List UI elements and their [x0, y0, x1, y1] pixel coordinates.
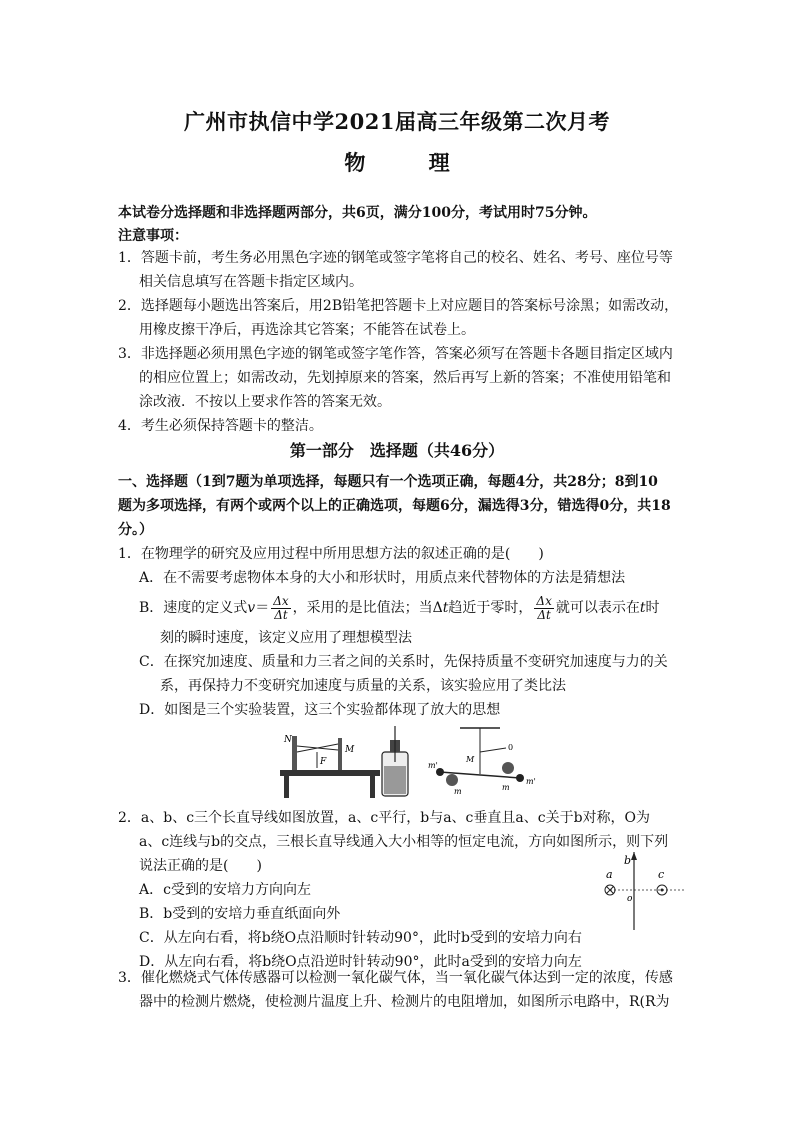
- subject-title: 物 理: [344, 150, 478, 175]
- q1-option-d: D．如图是三个实验装置，这三个实验都体现了放大的思想: [139, 702, 501, 718]
- note-1-line-1: 1．答题卡前，考生务必用黑色字迹的钢笔或签字笔将自己的校名、姓名、考号、座位号等: [118, 250, 673, 266]
- part1-instruction-2: 题为多项选择，有两个或两个以上的正确选项，每题6分，漏选得3分，错选得0分，共18: [118, 498, 671, 514]
- fraction-denominator: Δt: [537, 607, 551, 622]
- q2-stem-2: a、c连线与b的交点，三根长直导线通入大小相等的恒定电流，方向如图所示，则下列: [139, 834, 669, 850]
- wires-figure: [596, 846, 696, 934]
- table-leg-left: [284, 776, 289, 798]
- label-b: b: [624, 854, 632, 867]
- q3-stem-1: 3．催化燃烧式气体传感器可以检测一氧化碳气体，当一氧化碳气体达到一定的浓度，传感: [118, 970, 673, 986]
- label-c: c: [658, 868, 665, 881]
- notice-heading: 注意事项：: [118, 228, 188, 244]
- q2-option-d: D．从左向右看，将b绕O点沿逆时针转动90°，此时a受到的安培力向左: [139, 954, 582, 970]
- exam-summary: 本试卷分选择题和非选择题两部分，共6页，满分100分，考试用时75分钟。: [118, 205, 597, 221]
- large-ball-left: [446, 774, 458, 786]
- label-a: a: [606, 868, 613, 881]
- mirror-m: [338, 738, 342, 770]
- q1-option-b: [139, 590, 660, 626]
- fraction-numerator: Δx: [536, 593, 552, 608]
- q2-stem-3: 说法正确的是( ): [139, 858, 262, 874]
- q1-b-part1: B．速度的定义式: [139, 600, 248, 616]
- table-leg-right: [370, 776, 375, 798]
- note-3-line-3: 涂改液．不按以上要求作答的答案无效。: [139, 394, 391, 410]
- label-f: F: [320, 757, 327, 767]
- large-ball-right: [502, 762, 514, 774]
- part1-instruction-3: 分。）: [118, 522, 153, 538]
- q1-b-part2: ，采用的是比值法；当Δ: [292, 600, 443, 616]
- q2-stem-1: 2．a、b、c三个长直导线如图放置，a、c平行，b与a、c垂直且a、c关于b对称，O为: [118, 810, 651, 826]
- q1-b-part3: 趋近于零时，: [448, 600, 533, 616]
- q1-b-part4: 就可以表示在: [555, 600, 640, 616]
- reflected-ray: [480, 748, 506, 752]
- fraction-denominator: Δt: [274, 607, 288, 622]
- mirror-n: [292, 736, 297, 770]
- label-zero: 0: [508, 743, 514, 752]
- q1-b-part5: 时: [645, 600, 660, 616]
- current-arrow-b: [631, 852, 637, 860]
- q1-b-t2: t: [639, 600, 646, 616]
- q1-stem: 1．在物理学的研究及应用过程中所用思想方法的叙述正确的是( ): [118, 546, 544, 562]
- label-m-right: m: [502, 783, 510, 792]
- velocity-fraction: [271, 595, 290, 622]
- exam-title: 广州市执信中学2021届高三年级第二次月考: [184, 109, 610, 134]
- note-1-line-2: 相关信息填写在答题卡指定区域内。: [139, 274, 363, 290]
- q2-option-c: C．从左向右看，将b绕O点沿顺时针转动90°，此时b受到的安培力向右: [139, 930, 582, 946]
- dot-mark: [661, 889, 664, 892]
- label-n: N: [284, 735, 292, 745]
- label-m-prime-right: m': [526, 777, 536, 786]
- label-m-left: m: [454, 787, 462, 796]
- label-m2: M: [466, 755, 475, 764]
- q2-option-b: B．b受到的安培力垂直纸面向外: [139, 906, 341, 922]
- part1-instruction-1: 一、选择题（1到7题为单项选择，每题只有一个选项正确，每题4分，共28分；8到10: [118, 474, 658, 490]
- label-o: o: [627, 894, 633, 904]
- note-3-line-2: 的相应位置上；如需改动，先划掉原来的答案，然后再写上新的答案；不准使用铅笔和: [139, 370, 671, 386]
- q1-option-c-1: C．在探究加速度、质量和力三者之间的关系时，先保持质量不变研究加速度与力的关: [139, 654, 668, 670]
- q1-b-eq: ＝: [255, 600, 270, 616]
- velocity-fraction-2: [534, 595, 553, 622]
- table-top: [280, 770, 380, 776]
- note-2-line-2: 用橡皮擦干净后，再选涂其它答案；不能答在试卷上。: [139, 322, 475, 338]
- q1-option-a: A．在不需要考虑物体本身的大小和形状时，用质点来代替物体的方法是猜想法: [139, 570, 626, 586]
- light-ray-2: [297, 744, 338, 752]
- q2-option-a: A．c受到的安培力方向向左: [139, 882, 311, 898]
- label-m: M: [345, 745, 355, 755]
- label-m-prime-left: m': [428, 761, 438, 770]
- q1-option-c-2: 系，再保持力不变研究加速度与质量的关系，该实验应用了类比法: [160, 678, 566, 694]
- note-4: 4．考生必须保持答题卡的整洁。: [118, 418, 323, 434]
- fraction-numerator: Δx: [273, 593, 289, 608]
- q3-stem-2: 器中的检测片燃烧，使检测片温度上升、检测片的电阻增加，如图所示电路中，R(R为: [139, 994, 670, 1010]
- q1-b-t: t: [442, 600, 449, 616]
- q1-b-v: v: [247, 600, 256, 616]
- note-2-line-1: 2．选择题每小题选出答案后，用2B铅笔把答题卡上对应题目的答案标号涂黑；如需改动，: [118, 298, 679, 314]
- bottle-liquid: [384, 766, 406, 794]
- experiment-apparatus-figure: [270, 722, 690, 800]
- note-3-line-1: 3．非选择题必须用黑色字迹的钢笔或签字笔作答，答案必须写在答题卡各题目指定区域内: [118, 346, 673, 362]
- small-ball-right: [516, 774, 524, 782]
- part1-heading: 第一部分 选择题（共46分）: [289, 441, 505, 460]
- q1-option-b-cont: 刻的瞬时速度，该定义应用了理想模型法: [160, 630, 412, 646]
